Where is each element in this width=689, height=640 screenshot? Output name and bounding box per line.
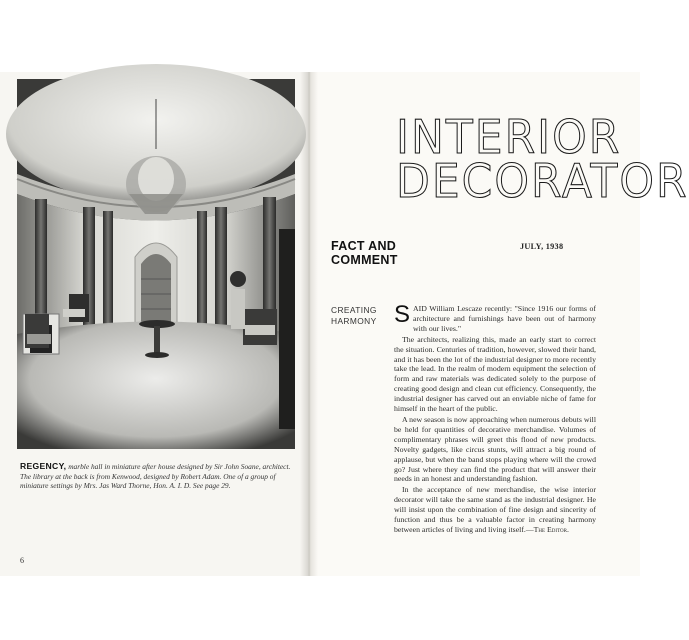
drop-cap: S [394, 301, 411, 328]
article-paragraph-3: A new season is now approaching when numerous debuts will be held for quantities of decorative merchandise. Volumes of complimentary phrases will greet this flood of new products. Novelty gadgets, like circus stunts, will attract a big round of applause, but when the band stops playing where will the crowd go? Just where they can find the product that will answer their needs in an honest and understanding fashion. [394, 414, 596, 484]
section-title [331, 239, 421, 267]
masthead-logo [396, 110, 689, 209]
page-number: 6 [20, 556, 24, 565]
masthead-line-1: INTERIOR [396, 110, 622, 165]
article-paragraph-1 [394, 301, 596, 334]
caption-title: REGENCY, [20, 461, 67, 471]
article-paragraph-2: The architects, realizing this, made an early start to correct the situation. Centuries of tradition, however, slowed their hand, and it has been the lot of the industrial designer to more recently take the lead. In the realm of modern equipment the selection of form and raw materials was dedicated solely to the purpose of creating good design and clean cut efficiency. Consequently, the industrial designer has carved out an enviable niche of fame for himself in the heart of the public. [394, 334, 596, 414]
article-body [394, 301, 596, 536]
paragraph-4-text: In the acceptance of new merchandise, the wise interior decorator will take the same stand as the industrial designer. He will insist upon the combination of fine design and sincerity of function and thus be a valuable factor in creating harmony between articles of living and living itself.— [394, 485, 596, 534]
section-title-line-2: COMMENT [331, 253, 398, 267]
regency-hall-photo [17, 79, 295, 449]
issue-date: JULY, 1938 [520, 242, 564, 251]
masthead-line-2: DECORATOR [396, 154, 689, 209]
paragraph-1-text: AID William Lescaze recently: "Since 1916 our forms of architecture and furnishings have been out of harmony with our lives." [413, 304, 596, 333]
article-sidehead [331, 305, 383, 326]
sidehead-line-2: HARMONY [331, 315, 377, 326]
article-signature: The Editor. [533, 524, 569, 534]
sidehead-line-1: CREATING [331, 305, 377, 315]
caption-text: marble hall in miniature after house designed by Sir John Soane, architect. The library at the back is from Kenwood, designed by Robert Adam. One of a group of miniature settings by Mrs. Jas Ward Thorne, Hon. A. I. D. See page 29. [20, 462, 291, 491]
photo-caption [20, 462, 300, 491]
article-paragraph-4 [394, 485, 596, 535]
section-title-line-1: FACT AND [331, 239, 397, 253]
